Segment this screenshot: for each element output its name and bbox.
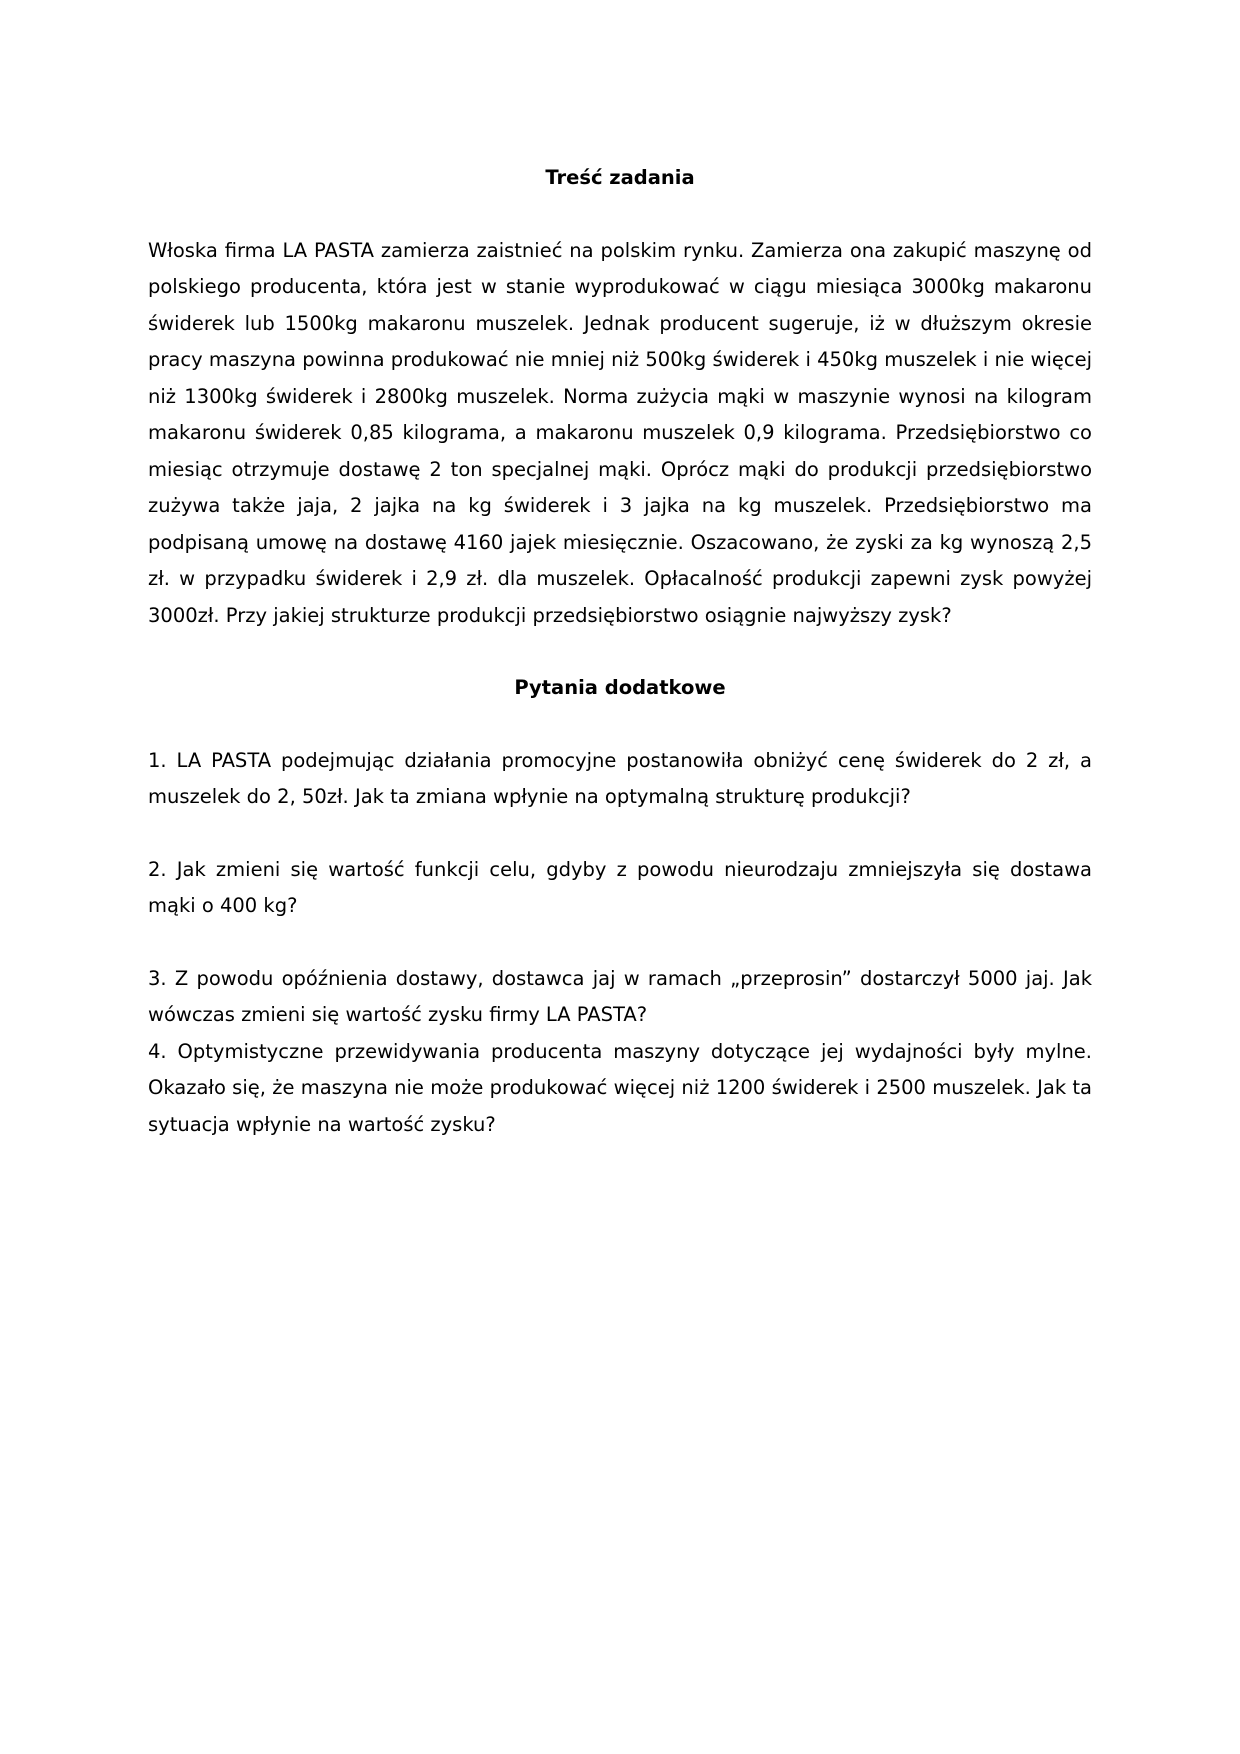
question-2: 2. Jak zmieni się wartość funkcji celu, gdyby z powodu nieurodzaju zmniejszyła się dostawa mąki o 400 kg?	[148, 857, 1092, 917]
question-3: 3. Z powodu opóźnienia dostawy, dostawca jaj w ramach „przeprosin” dostarczył 5000 jaj. Jak wówczas zmieni się wartość zysku firmy LA PASTA?	[148, 966, 1092, 1026]
task-description: Włoska firma LA PASTA zamierza zaistnieć na polskim rynku. Zamierza ona zakupić maszynę od polskiego producenta, która jest w stanie wyprodukować w ciągu miesiąca 3000kg makaronu świderek lub 1500kg makaronu muszelek. Jednak producent sugeruje, iż w dłuższym okresie pracy maszyna powinna produkować nie mniej niż 500kg świderek i 450kg muszelek i nie więcej niż 1300kg świderek i 2800kg muszelek. Norma zużycia mąki w maszynie wynosi na kilogram makaronu świderek 0,85 kilograma, a makaronu muszelek 0,9 kilograma. Przedsiębiorstwo co miesiąc otrzymuje dostawę 2 ton specjalnej mąki. Oprócz mąki do produkcji przedsiębiorstwo zużywa także jaja, 2 jajka na kg świderek i 3 jajka na kg muszelek. Przedsiębiorstwo ma podpisaną umowę na dostawę 4160 jajek miesięcznie. Oszacowano, że zyski za kg wynoszą 2,5 zł. w przypadku świderek i 2,9 zł. dla muszelek. Opłacalność produkcji zapewni zysk powyżej 3000zł. Przy jakiej strukturze produkcji przedsiębiorstwo osiągnie najwyższy zysk?	[148, 238, 1092, 627]
document-page	[148, 160, 1092, 1143]
document-title: Treść zadania	[545, 166, 695, 189]
question-4: 4. Optymistyczne przewidywania producenta maszyny dotyczące jej wydajności były mylne. Okazało się, że maszyna nie może produkować więcej niż 1200 świderek i 2500 muszelek. Jak ta sytuacja wpłynie na wartość zysku?	[148, 1039, 1092, 1136]
additional-questions-heading: Pytania dodatkowe	[514, 676, 726, 699]
question-1: 1. LA PASTA podejmując działania promocyjne postanowiła obniżyć cenę świderek do 2 zł, a muszelek do 2, 50zł. Jak ta zmiana wpłynie na optymalną strukturę produkcji?	[148, 748, 1092, 808]
